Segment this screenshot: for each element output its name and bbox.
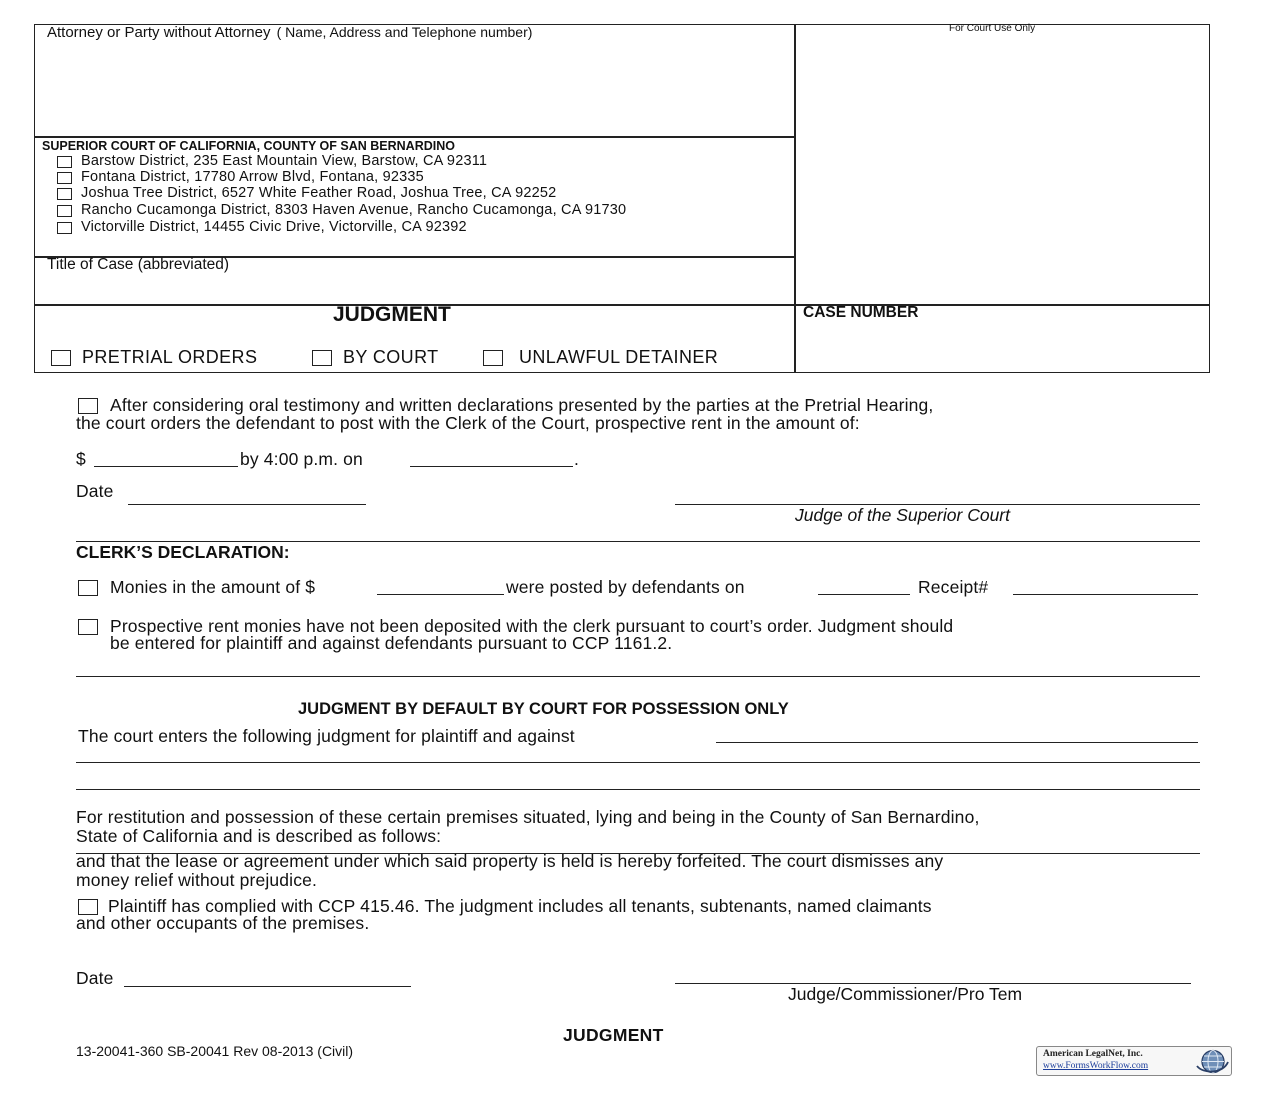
- unlawful-detainer-checkbox[interactable]: [483, 350, 503, 366]
- district-checkbox-fontana[interactable]: [57, 172, 72, 184]
- by-court-label: BY COURT: [343, 347, 439, 367]
- receipt-number-field[interactable]: [1013, 594, 1198, 595]
- defendant-name-field-3[interactable]: [76, 789, 1200, 790]
- posted-date-field[interactable]: [818, 594, 910, 595]
- defendant-name-field[interactable]: [716, 742, 1198, 743]
- lease-text-line1: and that the lease or agreement under which said property is held is hereby forfeited. The court dismisses any: [76, 851, 944, 871]
- prospective-text-line1: Prospective rent monies have not been deposited with the clerk pursuant to court’s order. Judgment should: [110, 616, 954, 636]
- by-court-checkbox[interactable]: [312, 350, 332, 366]
- attorney-label-main: Attorney or Party without Attorney: [47, 24, 271, 41]
- district-label-barstow: Barstow District, 235 East Mountain View, Barstow, CA 92311: [81, 153, 488, 169]
- pretrial-date-label: Date: [76, 481, 114, 501]
- posted-label: were posted by defendants on: [506, 577, 745, 597]
- lease-text-line2: money relief without prejudice.: [76, 870, 318, 890]
- pretrial-text-line1: After considering oral testimony and written declarations presented by the parties at the Pretrial Hearing,: [110, 395, 934, 415]
- court-enters-label: The court enters the following judgment for plaintiff and against: [78, 726, 575, 746]
- court-use-box: [794, 24, 1210, 306]
- logo-name: American LegalNet, Inc.: [1043, 1049, 1143, 1059]
- attorney-label-sub: ( Name, Address and Telephone number): [276, 24, 533, 40]
- american-legalnet-logo[interactable]: [1036, 1046, 1232, 1076]
- complied-text-line1: Plaintiff has complied with CCP 415.46. The judgment includes all tenants, subtenants, named claimants: [108, 896, 932, 916]
- district-label-rancho-cucamonga: Rancho Cucamonga District, 8303 Haven Avenue, Rancho Cucamonga, CA 91730: [81, 202, 627, 218]
- monies-label: Monies in the amount of $: [110, 577, 316, 597]
- court-name: SUPERIOR COURT OF CALIFORNIA, COUNTY OF SAN BERNARDINO: [42, 139, 455, 153]
- clerk-declaration-heading: CLERK’S DECLARATION:: [76, 542, 290, 562]
- rent-due-date-field[interactable]: [410, 466, 573, 467]
- commissioner-label: Judge/Commissioner/Pro Tem: [788, 984, 1023, 1004]
- prospective-text-line2: be entered for plaintiff and against defendants pursuant to CCP 1161.2.: [110, 633, 673, 653]
- monies-amount-field[interactable]: [377, 594, 504, 595]
- prospective-rent-checkbox[interactable]: [78, 619, 98, 635]
- footer-title: JUDGMENT: [563, 1025, 664, 1045]
- district-label-joshua-tree: Joshua Tree District, 6527 White Feather Road, Joshua Tree, CA 92252: [81, 185, 557, 201]
- default-date-label: Date: [76, 968, 114, 988]
- judgment-title: JUDGMENT: [333, 303, 451, 326]
- district-checkbox-barstow[interactable]: [57, 156, 72, 168]
- superior-judge-label: Judge of the Superior Court: [795, 505, 1010, 525]
- complied-text-line2: and other occupants of the premises.: [76, 913, 370, 933]
- attorney-input-area[interactable]: [40, 48, 790, 132]
- title-of-case-label: Title of Case (abbreviated): [47, 256, 230, 273]
- pretrial-orders-checkbox[interactable]: [51, 350, 71, 366]
- court-use-label: For Court Use Only: [949, 23, 1036, 34]
- form-id: 13-20041-360 SB-20041 Rev 08-2013 (Civil): [76, 1043, 354, 1059]
- receipt-label: Receipt#: [918, 577, 989, 597]
- divider-2: [76, 676, 1200, 677]
- attorney-label: [47, 24, 532, 41]
- unlawful-detainer-label: UNLAWFUL DETAINER: [519, 347, 719, 367]
- pretrial-text-line2: the court orders the defendant to post with the Clerk of the Court, prospective rent in the amount of:: [76, 413, 860, 433]
- district-checkbox-joshua-tree[interactable]: [57, 188, 72, 200]
- monies-checkbox[interactable]: [78, 580, 98, 596]
- pretrial-order-checkbox[interactable]: [78, 398, 98, 414]
- default-date-field[interactable]: [124, 986, 411, 987]
- period: .: [574, 449, 580, 469]
- restitution-text-line1: For restitution and possession of these certain premises situated, lying and being in the County of San Bernardino,: [76, 807, 980, 827]
- district-label-victorville: Victorville District, 14455 Civic Drive, Victorville, CA 92392: [81, 219, 467, 235]
- case-number-label: CASE NUMBER: [803, 304, 919, 321]
- pretrial-date-field[interactable]: [128, 504, 366, 505]
- globe-icon: [1193, 1048, 1229, 1075]
- district-checkbox-victorville[interactable]: [57, 222, 72, 234]
- district-label-fontana: Fontana District, 17780 Arrow Blvd, Fontana, 92335: [81, 169, 424, 185]
- by-time-label: by 4:00 p.m. on: [240, 449, 363, 469]
- default-judgment-heading: JUDGMENT BY DEFAULT BY COURT FOR POSSESSION ONLY: [298, 700, 789, 718]
- defendant-name-field-2[interactable]: [76, 762, 1200, 763]
- district-checkbox-rancho-cucamonga[interactable]: [57, 205, 72, 217]
- logo-url[interactable]: www.FormsWorkFlow.com: [1043, 1061, 1149, 1071]
- dollar-sign: $: [76, 449, 86, 469]
- restitution-text-line2: State of California and is described as follows:: [76, 826, 442, 846]
- rent-amount-field[interactable]: [94, 466, 238, 467]
- pretrial-orders-label: PRETRIAL ORDERS: [82, 347, 258, 367]
